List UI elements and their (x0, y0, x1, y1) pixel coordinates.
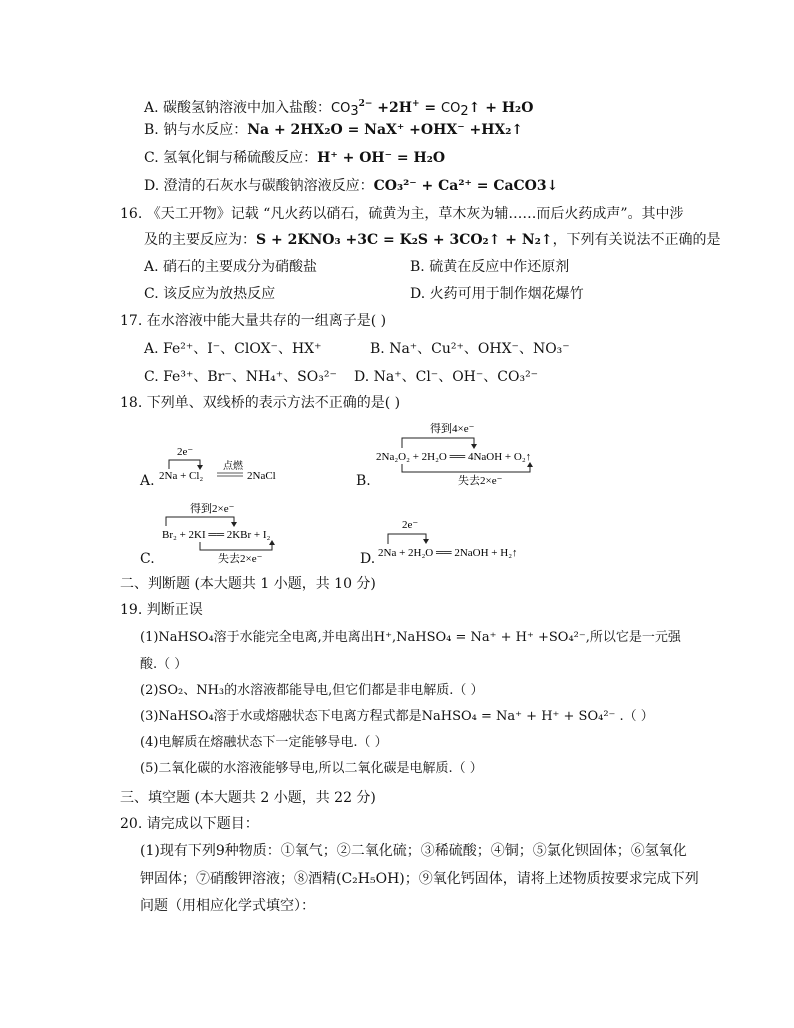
q19-item-1-line2: 酸.（ ） (140, 657, 188, 672)
q19-stem: 19. 判断正误 (120, 602, 203, 618)
q18-a-arrow-label: 2e⁻ (177, 446, 194, 458)
q18-option-b-label: B. (356, 473, 371, 489)
q20-part1-line3: 问题（用相应化学式填空）： (140, 898, 315, 914)
q20-part1-line2: 钾固体；⑦硝酸钾溶液；⑧酒精(C₂H₅OH)；⑨氧化钙固体，请将上述物质按要求完成下列 (140, 871, 699, 887)
q17-option-b: B. Na⁺、Cu²⁺、OHX⁻、NO₃⁻ (370, 341, 570, 357)
q19-item-2: (2)SO₂、NH₃的水溶液都能导电,但它们都是非电解质.（ ） (140, 683, 484, 698)
q16-option-b: B. 硫黄在反应中作还原剂 (410, 259, 570, 275)
q15-option-a: A. 碳酸氢钠溶液中加入盐酸：$CO3^{2-} +2H^+$ = CO2↑ + H₂O (144, 99, 534, 119)
q17-stem: 17. 在水溶液中能大量共存的一组离子是( ) (120, 313, 387, 329)
q18-option-d-diagram (374, 516, 544, 562)
q18-d-equation: 2Na + 2H₂O ══ 2NaOH + H₂↑ (378, 547, 518, 559)
q16-stem-line1: 16. 《天工开物》记载 “凡火药以硝石，硫黄为主，草木灰为辅……而后火药成声”。其中涉 (120, 206, 684, 222)
q18-option-b-diagram (372, 420, 552, 488)
section-2-heading: 二、判断题 (本大题共 1 小题，共 10 分) (120, 576, 376, 592)
q15-option-c: C. 氢氧化铜与稀硫酸反应：H⁺ + OH⁻ = H₂O (144, 150, 446, 166)
q18-option-c-diagram (158, 500, 288, 564)
q19-item-1-line1: (1)NaHSO₄溶于水能完全电离,并电离出H⁺,NaHSO₄ = Na⁺ + H⁺ +SO₄²⁻,所以它是一元强 (140, 630, 681, 645)
q18-b-equation: 2Na₂O₂ + 2H₂O ══ 4NaOH + O₂↑ (376, 451, 532, 463)
q20-part1-line1: (1)现有下列9种物质：①氧气；②二氧化硫；③稀硫酸；④铜；⑤氯化钡固体；⑥氢氧化 (140, 843, 687, 859)
q18-b-top-label: 得到4×e⁻ (430, 423, 475, 435)
q18-b-bottom-label: 失去2×e⁻ (458, 475, 503, 487)
q18-d-arrow-label: 2e⁻ (402, 519, 419, 531)
q18-option-d-label: D. (360, 551, 376, 567)
q15-option-b: B. 钠与水反应：Na + 2HX₂O = NaX⁺ +OHX⁻ +HX₂↑ (144, 122, 524, 138)
q18-a-right: 2NaCl (247, 470, 276, 482)
q17-option-a: A. Fe²⁺、I⁻、ClOX⁻、HX⁺ (144, 341, 322, 357)
q18-c-bottom-label: 失去2×e⁻ (218, 553, 263, 564)
q18-option-a-diagram (155, 440, 305, 485)
q19-item-5: (5)二氧化碳的水溶液能够导电,所以二氧化碳是电解质.（ ） (140, 761, 483, 776)
q18-stem: 18. 下列单、双线桥的表示方法不正确的是( ) (120, 395, 401, 411)
q16-option-c: C. 该反应为放热反应 (144, 286, 276, 302)
q15-option-d: D. 澄清的石灰水与碳酸钠溶液反应：CO₃²⁻ + Ca²⁺ = CaCO3↓ (144, 178, 559, 194)
q16-stem-line2: 及的主要反应为：S + 2KNO₃ +3C = K₂S + 3CO₂↑ + N₂↑，下列有关说法不正确的是 (144, 232, 721, 248)
q16-option-a: A. 硝石的主要成分为硝酸盐 (144, 259, 318, 275)
q19-item-3: (3)NaHSO₄溶于水或熔融状态下电离方程式都是NaHSO₄ = Na⁺ + H⁺ + SO₄²⁻ .（ ） (140, 709, 654, 724)
q20-stem: 20. 请完成以下题目： (120, 816, 259, 832)
q16-option-d: D. 火药可用于制作烟花爆竹 (410, 286, 584, 302)
q18-c-equation: Br₂ + 2KI ══ 2KBr + I₂ (162, 529, 271, 541)
q18-a-condition: 点燃 (223, 461, 243, 472)
q18-option-a-label: A. (140, 473, 155, 489)
q18-option-c-label: C. (140, 551, 155, 567)
q18-c-top-label: 得到2×e⁻ (190, 503, 235, 515)
q18-a-left: 2Na + Cl₂ (159, 470, 204, 482)
q17-option-d: D. Na⁺、Cl⁻、OH⁻、CO₃²⁻ (354, 369, 539, 385)
q17-option-c: C. Fe³⁺、Br⁻、NH₄⁺、SO₃²⁻ (144, 369, 337, 385)
q19-item-4: (4)电解质在熔融状态下一定能够导电.（ ） (140, 735, 388, 750)
section-3-heading: 三、填空题 (本大题共 2 小题，共 22 分) (120, 790, 376, 806)
